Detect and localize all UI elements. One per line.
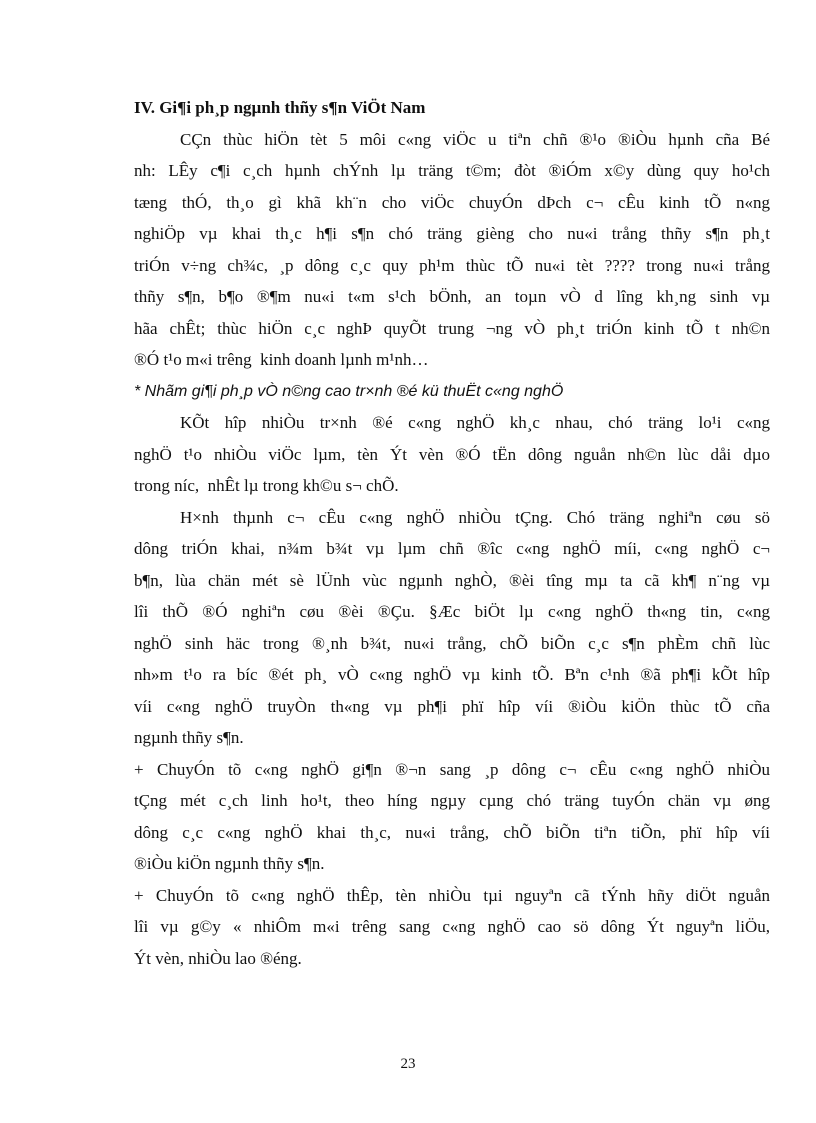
text-line: dông triÓn khai, n¾m b¾t vµ lµm chñ ®îc c«ng nghÖ míi, c«ng nghÖ c¬ [134, 539, 770, 558]
text-line: tæng thÓ, th¸o gì khã kh¨n cho viÖc chuyÓn dÞch c¬ cÊu kinh tÕ n«ng [134, 192, 770, 212]
paragraph-lines [134, 124, 770, 975]
text-line: triÓn v÷ng ch¾c, ¸p dông c¸c quy ph¹m thùc tÕ nu«i tèt ???? trong nu«i trång [134, 255, 770, 275]
subsection-heading: * Nhãm gi¶i ph¸p vÒ n©ng cao tr×nh ®é kü thuËt c«ng nghÖ [134, 382, 564, 400]
text-line: + ChuyÓn tõ c«ng nghÖ gi¶n ®¬n sang ¸p dông c¬ cÊu c«ng nghÖ nhiÒu [134, 759, 770, 779]
page-number: 23 [400, 1056, 416, 1072]
text-line: nh: LÊy c¶i c¸ch hµnh chÝnh lµ träng t©m; đòt ®iÓm x©y dùng quy ho¹ch [134, 161, 770, 180]
text-line: b¶n, lùa chän mét sè lÜnh vùc ngµnh nghÒ, ®èi tîng mµ ta cã kh¶ n¨ng vµ [134, 570, 770, 590]
text-line: + ChuyÓn tõ c«ng nghÖ thÊp, tèn nhiÒu tµi nguyªn cã tÝnh hñy diÖt nguån [134, 885, 770, 905]
text-line: nh»m t¹o ra bíc ®ét ph¸ vÒ c«ng nghÖ vµ kinh tÕ. Bªn c¹nh ®ã ph¶i kÕt hîp [134, 665, 770, 684]
text-line: Ýt vèn, nhiÒu lao ®éng. [134, 948, 302, 968]
text-line: CÇn thùc hiÖn tèt 5 môi c«ng viÖc u tiªn chñ ®¹o ®iÒu hµnh cña Bé [180, 129, 770, 149]
text-line: nghÖ t¹o nhiÒu viÖc lµm, tèn Ýt vèn ®Ó tËn dông nguån nh©n lùc dåi dµo [134, 444, 770, 464]
text-line: ®iÒu kiÖn ngµnh thñy s¶n. [134, 854, 325, 873]
section-heading: IV. Gi¶i ph¸p ngµnh thñy s¶n ViÖt Nam [134, 98, 426, 117]
text-line: lîi vµ g©y « nhiÔm m«i trêng sang c«ng nghÖ cao sö dông Ýt nguyªn liÖu, [134, 917, 770, 936]
document-body [134, 92, 770, 974]
text-line: dông c¸c c«ng nghÖ khai th¸c, nu«i trång, chÕ biÕn tiªn tiÕn, phï hîp víi [134, 822, 770, 842]
text-line: trong níc, nhÊt lµ trong kh©u s¬ chÕ. [134, 476, 399, 495]
text-line: ngµnh thñy s¶n. [134, 728, 244, 747]
text-line: tÇng mét c¸ch linh ho¹t, theo híng ngµy cµng chó träng tuyÓn chän vµ øng [134, 791, 770, 810]
text-line: víi c«ng nghÖ truyÒn th«ng vµ ph¶i phï hîp víi ®iÒu kiÖn thùc tÕ cña [134, 696, 770, 716]
text-line: H×nh thµnh c¬ cÊu c«ng nghÖ nhiÒu tÇng. Chó träng nghiªn cøu sö [180, 507, 770, 527]
text-line: hãa chÊt; thùc hiÖn c¸c nghÞ quyÕt trung ¬ng vÒ ph¸t triÓn kinh tÕ t nh©n [134, 318, 770, 338]
text-line: KÕt hîp nhiÒu tr×nh ®é c«ng nghÖ kh¸c nhau, chó träng lo¹i c«ng [180, 413, 770, 432]
text-line: nghiÖp vµ khai th¸c h¶i s¶n chó träng gièng cho nu«i trång thñy s¶n ph¸t [134, 224, 770, 243]
text-line: thñy s¶n, b¶o ®¶m nu«i t«m s¹ch bÖnh, an toµn vÒ d lîng kh¸ng sinh vµ [134, 287, 770, 306]
text-line: lîi thÕ ®Ó nghiªn cøu ®èi ®Çu. §Æc biÖt lµ c«ng nghÖ th«ng tin, c«ng [134, 602, 770, 621]
text-line: ®Ó t¹o m«i trêng kinh doanh lµnh m¹nh… [134, 350, 429, 369]
text-line: nghÖ sinh häc trong ®¸nh b¾t, nu«i trång, chÕ biÕn c¸c s¶n phÈm chñ lùc [134, 633, 770, 653]
